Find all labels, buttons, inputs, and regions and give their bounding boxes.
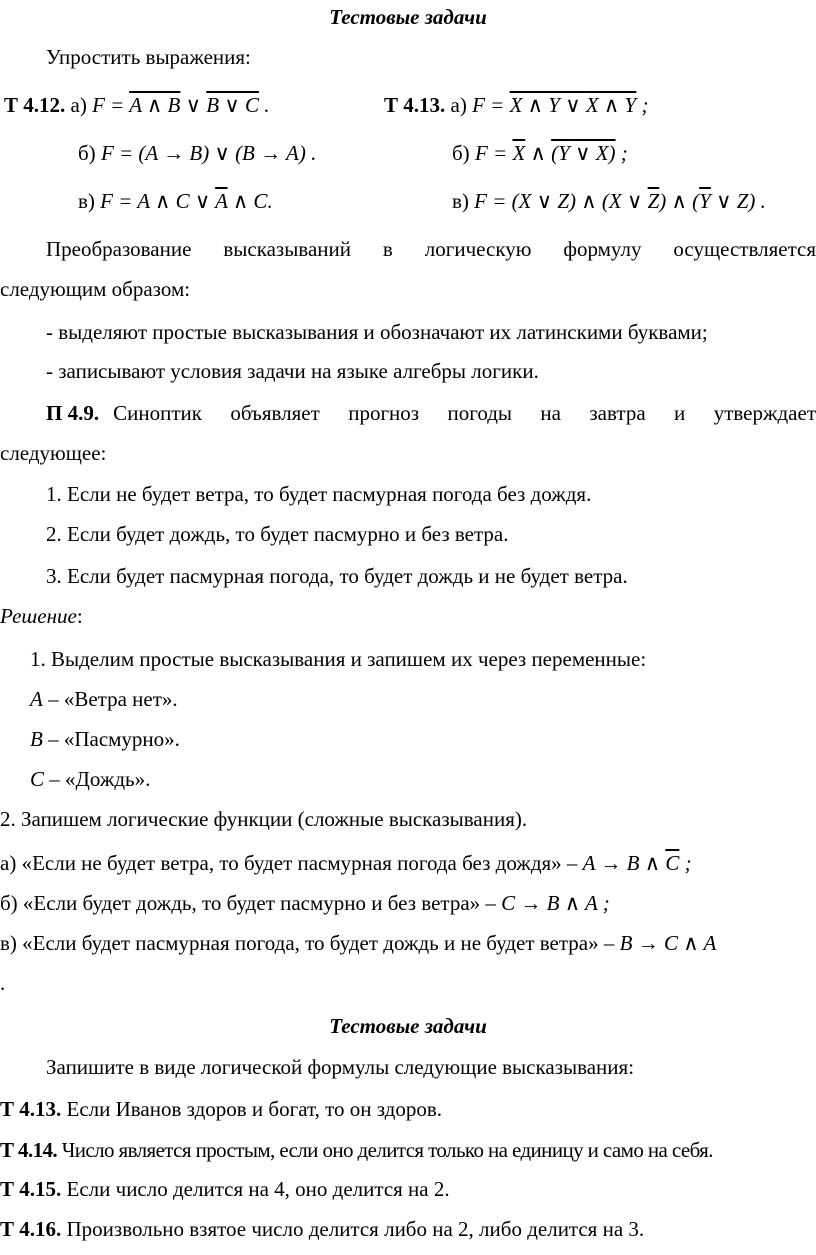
function-b-formula: C → B ∧ A ; — [501, 891, 610, 915]
solution-step-2: 2. Запишем логические функции (сложные высказывания). — [0, 807, 528, 831]
var-a — [30, 686, 178, 712]
t412-a-letter: а) — [70, 93, 87, 117]
task-4-16 — [0, 1216, 644, 1242]
t412-label: Т 4.12. — [4, 93, 66, 117]
function-c-formula: B → C ∧ A — [619, 931, 717, 955]
function-c — [0, 930, 716, 956]
p49-text: Синоптик объявляет прогноз погоды на завтра и утверждает — [113, 401, 816, 425]
task-text: Число является простым, если оно делится только на единицу и само на себя. — [57, 1138, 713, 1162]
page-title-top: Тестовые задачи — [329, 5, 487, 29]
var-c-text: – «Дождь». — [44, 767, 151, 791]
t412-a-formula: F = A ∧ B ∨ B ∨ C . — [92, 93, 270, 117]
task-label: Т 4.13. — [0, 1097, 62, 1121]
t413-c-letter: в) — [452, 189, 469, 213]
t412-row-a — [4, 92, 269, 118]
simplify-heading: Упростить выражения: — [46, 45, 251, 69]
task-label: Т 4.16. — [0, 1217, 62, 1241]
t413-a-letter: а) — [450, 93, 467, 117]
p49-item-3: 3. Если будет пасмурная погода, то будет дождь и не будет ветра. — [46, 564, 628, 588]
var-c-letter: C — [30, 767, 45, 791]
t412-row-c — [78, 188, 273, 214]
task-4-13 — [0, 1096, 442, 1122]
task-label: Т 4.15. — [0, 1177, 62, 1201]
task-label: Т 4.14. — [0, 1138, 58, 1162]
function-b — [0, 890, 610, 916]
var-b-letter: B — [30, 727, 43, 751]
p49-label: П 4.9. — [46, 401, 100, 425]
t413-row-b — [452, 140, 628, 166]
task-text: Если Иванов здоров и богат, то он здоров. — [61, 1097, 442, 1121]
var-a-text: – «Ветра нет». — [42, 687, 178, 711]
page-title-bottom: Тестовые задачи — [329, 1014, 487, 1038]
t413-row-c — [452, 188, 766, 214]
var-b — [30, 726, 180, 752]
t413-a-formula: F = X ∧ Y ∨ X ∧ Y ; — [472, 93, 649, 117]
function-c-text: в) «Если будет пасмурная погода, то будет дождь и не будет ветра» – — [0, 931, 620, 955]
p49-line2: следующее: — [0, 441, 107, 465]
solution-label — [0, 603, 83, 629]
var-a-letter: A — [30, 687, 43, 711]
task-text: Произвольно взятое число делится либо на 2, либо делится на 3. — [61, 1217, 645, 1241]
solution-word: Решение — [0, 604, 77, 628]
function-a-text: а) «Если не будет ветра, то будет пасмурная погода без дождя» – — [0, 851, 583, 875]
transform-paragraph-line2: следующим образом: — [0, 277, 191, 301]
bullet-2: - записывают условия задачи на языке алгебры логики. — [46, 359, 539, 383]
task-4-14 — [0, 1137, 713, 1163]
t412-b-letter: б) — [78, 141, 96, 165]
t412-b-formula: F = (A → B) ∨ (B → A) . — [100, 141, 317, 165]
t413-label: Т 4.13. — [384, 93, 446, 117]
solution-step-1: 1. Выделим простые высказывания и запишем их через переменные: — [30, 647, 647, 671]
t413-b-letter: б) — [452, 141, 470, 165]
t413-row-a — [384, 92, 648, 118]
function-a — [0, 850, 692, 876]
solution-colon: : — [76, 604, 83, 628]
p49-line1 — [46, 400, 816, 426]
t413-b-formula: $F = \overline{X}$ ∧ (Y ∨ X) ; — [474, 141, 628, 165]
function-b-text: б) «Если будет дождь, то будет пасмурно и без ветра» – — [0, 891, 502, 915]
t412-row-b — [78, 140, 316, 166]
t413-c-formula: F = (X ∨ Z) ∧ (X ∨ $\overline{Z}$) ∧ ($\overline{Y}$ ∨ Z) . — [474, 189, 766, 213]
write-heading: Запишите в виде логической формулы следующие высказывания: — [46, 1055, 635, 1079]
transform-paragraph-line1: Преобразование высказываний в логическую формулу осуществляется — [46, 237, 816, 261]
task-text: Если число делится на 4, оно делится на 2. — [61, 1177, 450, 1201]
bullet-1: - выделяют простые высказывания и обозначают их латинскими буквами; — [46, 320, 708, 344]
task-4-15 — [0, 1176, 450, 1202]
function-a-formula: A → B ∧ $\overline{C}$ ; — [582, 851, 692, 875]
var-b-text: – «Пасмурно». — [42, 727, 180, 751]
var-c — [30, 766, 150, 792]
t412-c-formula: F = A ∧ C ∨ $\overline{A}$ ∧ C. — [100, 189, 273, 213]
t412-c-letter: в) — [78, 189, 95, 213]
function-c-dot: . — [0, 971, 6, 995]
p49-item-2: 2. Если будет дождь, то будет пасмурно и без ветра. — [46, 522, 509, 546]
p49-item-1: 1. Если не будет ветра, то будет пасмурная погода без дождя. — [46, 482, 592, 506]
